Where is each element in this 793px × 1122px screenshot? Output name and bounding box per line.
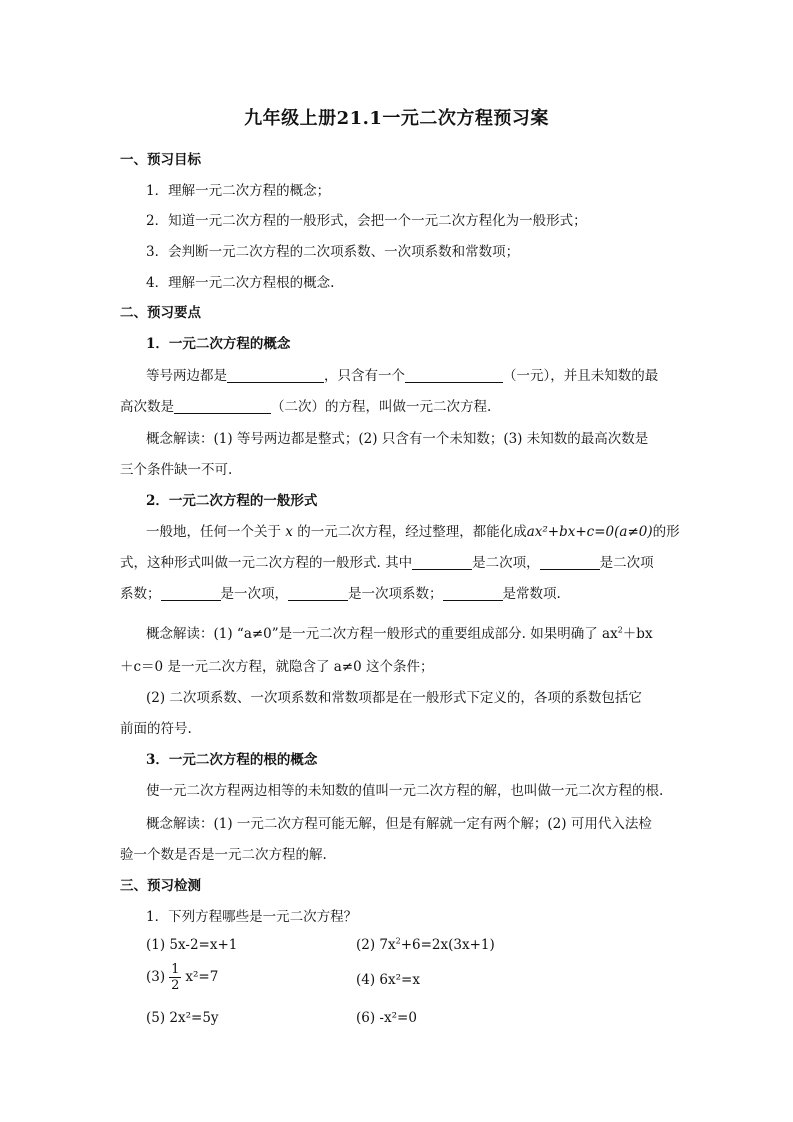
text: 概念解读：(1) “a≠0”是一元二次方程一般形式的重要组成部分. 如果明确了 ax: [146, 626, 618, 642]
point2-note-line2: ＋c＝0 是一元二次方程，就隐含了 a≠0 这个条件；: [120, 659, 434, 675]
point1-line1: [146, 364, 658, 384]
point2-line1: [146, 520, 680, 540]
document-title: 九年级上册21.1一元二次方程预习案: [244, 108, 549, 129]
equation-3: [146, 962, 218, 993]
point2-line2: [120, 551, 654, 571]
section2-heading: 二、预习要点: [120, 305, 201, 321]
point2-line3: [120, 582, 561, 602]
denominator: 2: [171, 978, 180, 993]
text: （一元），并且未知数的最: [503, 368, 659, 384]
point2-heading: 2．一元二次方程的一般形式: [146, 493, 318, 509]
text: ＋bx: [622, 626, 653, 642]
equation-1: (1) 5x-2=x+1: [146, 937, 238, 953]
blank-6[interactable]: [161, 586, 221, 601]
text: 一般地，任何一个关于: [146, 524, 281, 540]
blank-7[interactable]: [288, 586, 348, 601]
text: (3): [146, 969, 166, 985]
text: 等号两边都是: [146, 368, 227, 384]
text: 是常数项.: [502, 586, 561, 602]
point3-heading: 3．一元二次方程的根的概念: [146, 752, 318, 768]
text: +6=2x(3x+1): [400, 937, 495, 953]
equation-2: [356, 937, 495, 953]
equation-6: (6) -x²=0: [356, 1010, 417, 1026]
fraction-one-half: [169, 962, 181, 993]
text: （二次）的方程，叫做一元二次方程.: [271, 399, 492, 415]
text: 是二次项，: [472, 555, 540, 571]
point2-note-line4: 前面的符号.: [120, 721, 192, 737]
section3-heading: 三、预习检测: [120, 878, 201, 894]
text: 是二次项: [599, 555, 654, 571]
objective-3: 3．会判断一元二次方程的二次项系数、一次项系数和常数项；: [146, 244, 520, 260]
point2-note-line3: (2) 二次项系数、一次项系数和常数项都是在一般形式下定义的，各项的系数包括它: [146, 690, 642, 706]
superscript: 2: [395, 936, 401, 946]
point1-heading: 1．一元二次方程的概念: [146, 336, 291, 352]
point3-note-line1: 概念解读：(1) 一元二次方程可能无解，但是有解就一定有两个解；(2) 可用代入法检: [146, 816, 652, 832]
blank-3[interactable]: [174, 399, 271, 414]
point3-line1: 使一元二次方程两边相等的未知数的值叫一元二次方程的解，也叫做一元二次方程的根.: [146, 783, 664, 799]
text: 高次数是: [120, 399, 174, 415]
objective-2: 2．知道一元二次方程的一般形式，会把一个一元二次方程化为一般形式；: [146, 213, 587, 229]
point1-note-line1: 概念解读：(1) 等号两边都是整式；(2) 只含有一个未知数；(3) 未知数的最高次数是: [146, 431, 649, 447]
text: 式，这种形式叫做一元二次方程的一般形式. 其中: [120, 555, 413, 571]
variable-x: x: [285, 524, 293, 540]
blank-4[interactable]: [412, 555, 472, 570]
text: 的一元二次方程，经过整理，都能化成: [297, 524, 527, 540]
blank-2[interactable]: [405, 368, 503, 383]
objective-4: 4．理解一元二次方程根的概念.: [146, 275, 335, 291]
text: 是一次项，: [220, 586, 288, 602]
text: 的形: [652, 524, 680, 540]
text: 是一次项系数；: [348, 586, 443, 602]
numerator: 1: [171, 962, 180, 977]
text: x²=7: [185, 969, 219, 985]
superscript: 2: [617, 625, 623, 635]
blank-1[interactable]: [227, 368, 324, 383]
point2-note-line1: [146, 622, 653, 642]
blank-5[interactable]: [540, 555, 600, 570]
point3-note-line2: 验一个数是否是一元二次方程的解.: [120, 847, 327, 863]
text: ，只含有一个: [324, 368, 405, 384]
blank-8[interactable]: [443, 586, 503, 601]
section1-heading: 一、预习目标: [120, 152, 201, 168]
equation-5: (5) 2x²=5y: [146, 1010, 219, 1026]
question-1: 1．下列方程哪些是一元二次方程？: [146, 909, 358, 925]
text: (2) 7x: [356, 937, 396, 953]
equation-4: (4) 6x²=x: [356, 972, 420, 988]
point1-note-line2: 三个条件缺一不可.: [120, 462, 233, 478]
general-form-formula: ax²+bx+c=0(a≠0): [526, 524, 653, 540]
point1-line2: [120, 395, 491, 415]
objective-1: 1．理解一元二次方程的概念；: [146, 183, 331, 199]
text: 系数；: [120, 586, 161, 602]
